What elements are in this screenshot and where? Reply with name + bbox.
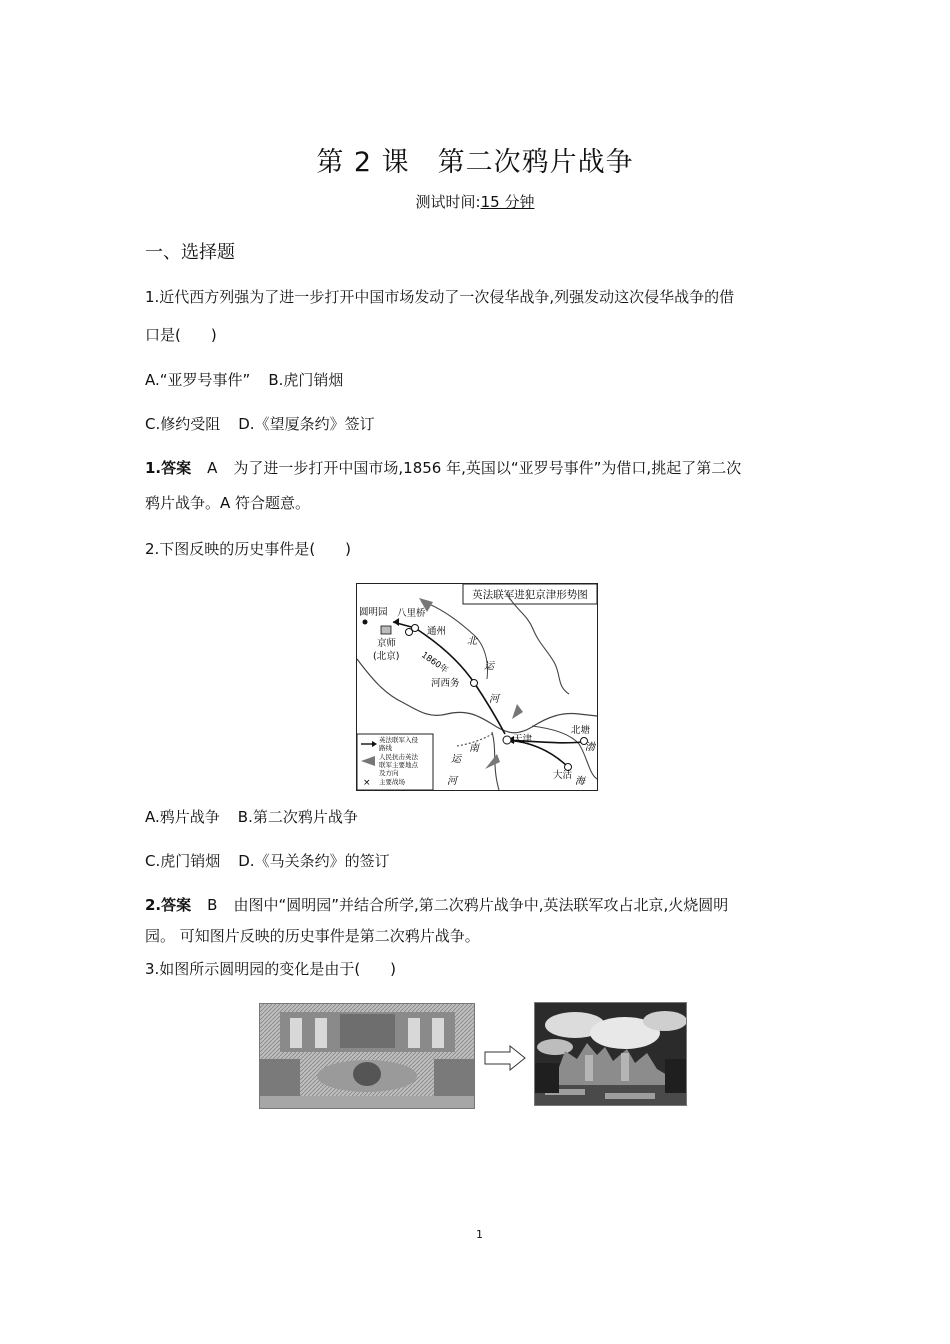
q2-stem: 2.下图反映的历史事件是( ): [145, 540, 352, 558]
q1-options-row2: [145, 412, 375, 436]
q1-option-c[interactable]: C.修约受阻: [145, 415, 221, 433]
q2-option-d[interactable]: D.《马关条约》的签订: [238, 852, 390, 870]
place-hexiwu: 河西务: [431, 678, 460, 689]
q2-answer-label: 2.答案: [145, 896, 192, 914]
map-title: 英法联军进犯京津形势图: [472, 589, 588, 601]
test-time-value: 15 分钟: [480, 193, 535, 211]
map-svg: [357, 584, 597, 790]
place-beijing: (北京): [373, 651, 400, 662]
yuanmingyuan-before-image: [259, 1003, 475, 1109]
legend-resist-1: 人民抗击英法: [379, 753, 418, 761]
route-tianjin-tongzhou: [415, 628, 505, 734]
q1-explanation-line1: 为了进一步打开中国市场,1856 年,英国以“亚罗号事件”为借口,挑起了第二次: [233, 459, 742, 477]
resist-wedge-1: [512, 704, 523, 719]
river-he1: 河: [489, 694, 499, 705]
q3-stem: 3.如图所示圆明园的变化是由于( ): [145, 960, 397, 978]
legend-invasion-1: 英法联军入侵: [379, 736, 418, 744]
q1-stem-line2: 口是( ): [145, 326, 217, 344]
q1-explanation-line2: 鸦片战争。A 符合题意。: [145, 494, 311, 512]
place-beitang: 北塘: [571, 725, 591, 736]
right-arrow-icon: [484, 1045, 526, 1071]
test-time: [0, 191, 950, 212]
river-yun1: 运: [484, 661, 494, 672]
hexiwu-circle: [471, 680, 478, 687]
place-yuanmingyuan: 圆明园: [359, 607, 388, 618]
sea-bo: 渤: [585, 742, 595, 753]
legend-resist-2: 联军主要地点: [379, 761, 418, 769]
arrowhead-beijing: [393, 618, 399, 626]
river-bei: 北: [467, 636, 477, 647]
yuanmingyuan-dot: [363, 620, 368, 625]
border-line: [357, 659, 597, 733]
q1-answer-line1: [145, 456, 741, 480]
page-number: 1: [476, 1228, 483, 1241]
q1-option-a[interactable]: A.“亚罗号事件”: [145, 371, 251, 389]
q1-options-row1: [145, 368, 343, 392]
section-heading: 一、选择题: [145, 242, 235, 263]
river-he2: 河: [447, 776, 457, 787]
place-tianjin: 天津: [513, 734, 533, 745]
page-title: 第 2 课 第二次鸦片战争: [316, 147, 634, 178]
q1-answer-letter: A: [207, 459, 218, 477]
river-nan: 南: [469, 743, 479, 754]
test-time-label: 测试时间:: [415, 193, 481, 211]
legend-resist-3: 及方向: [379, 769, 399, 777]
legend-battle: 主要战场: [379, 778, 405, 786]
legend-battle-icon: ×: [363, 778, 371, 788]
q1-stem-line1: 1.近代西方列强为了进一步打开中国市场发动了一次侵华战争,列强发动这次侵华战争的借: [145, 288, 735, 306]
q2-answer-line1: [145, 893, 728, 917]
resist-wedge-2: [485, 754, 500, 769]
tongzhou-circle: [406, 629, 413, 636]
river-line-east: [507, 594, 569, 694]
q2-options-row2: [145, 849, 390, 873]
sea-hai: 海: [575, 776, 585, 787]
yuanmingyuan-ruins-image: [534, 1002, 687, 1106]
river-yun2: 运: [451, 754, 461, 765]
place-baliqiao: 八里桥: [397, 608, 426, 619]
place-jingshi: 京师: [377, 638, 397, 649]
q1-option-d[interactable]: D.《望厦条约》签订: [238, 415, 375, 433]
q2-explanation-line2: 园。 可知图片反映的历史事件是第二次鸦片战争。: [145, 927, 480, 945]
q1-answer-label: 1.答案: [145, 459, 192, 477]
legend-invasion-2: 路线: [379, 744, 392, 752]
tianjin-circle: [503, 736, 511, 744]
q2-options-row1: [145, 805, 358, 829]
q2-option-c[interactable]: C.虎门销烟: [145, 852, 221, 870]
place-dagu: 大沽: [553, 770, 573, 781]
q2-option-a[interactable]: A.鸦片战争: [145, 808, 220, 826]
q2-explanation-line1: 由图中“圆明园”并结合所学,第二次鸦片战争中,英法联军攻占北京,火烧圆明: [233, 896, 729, 914]
map-figure: [356, 583, 598, 791]
q1-option-b[interactable]: B.虎门销烟: [268, 371, 344, 389]
place-tongzhou: 通州: [427, 626, 447, 637]
q2-option-b[interactable]: B.第二次鸦片战争: [237, 808, 358, 826]
q2-answer-letter: B: [207, 896, 218, 914]
capital-icon: [381, 626, 391, 634]
label-year: 1860年: [419, 650, 450, 676]
